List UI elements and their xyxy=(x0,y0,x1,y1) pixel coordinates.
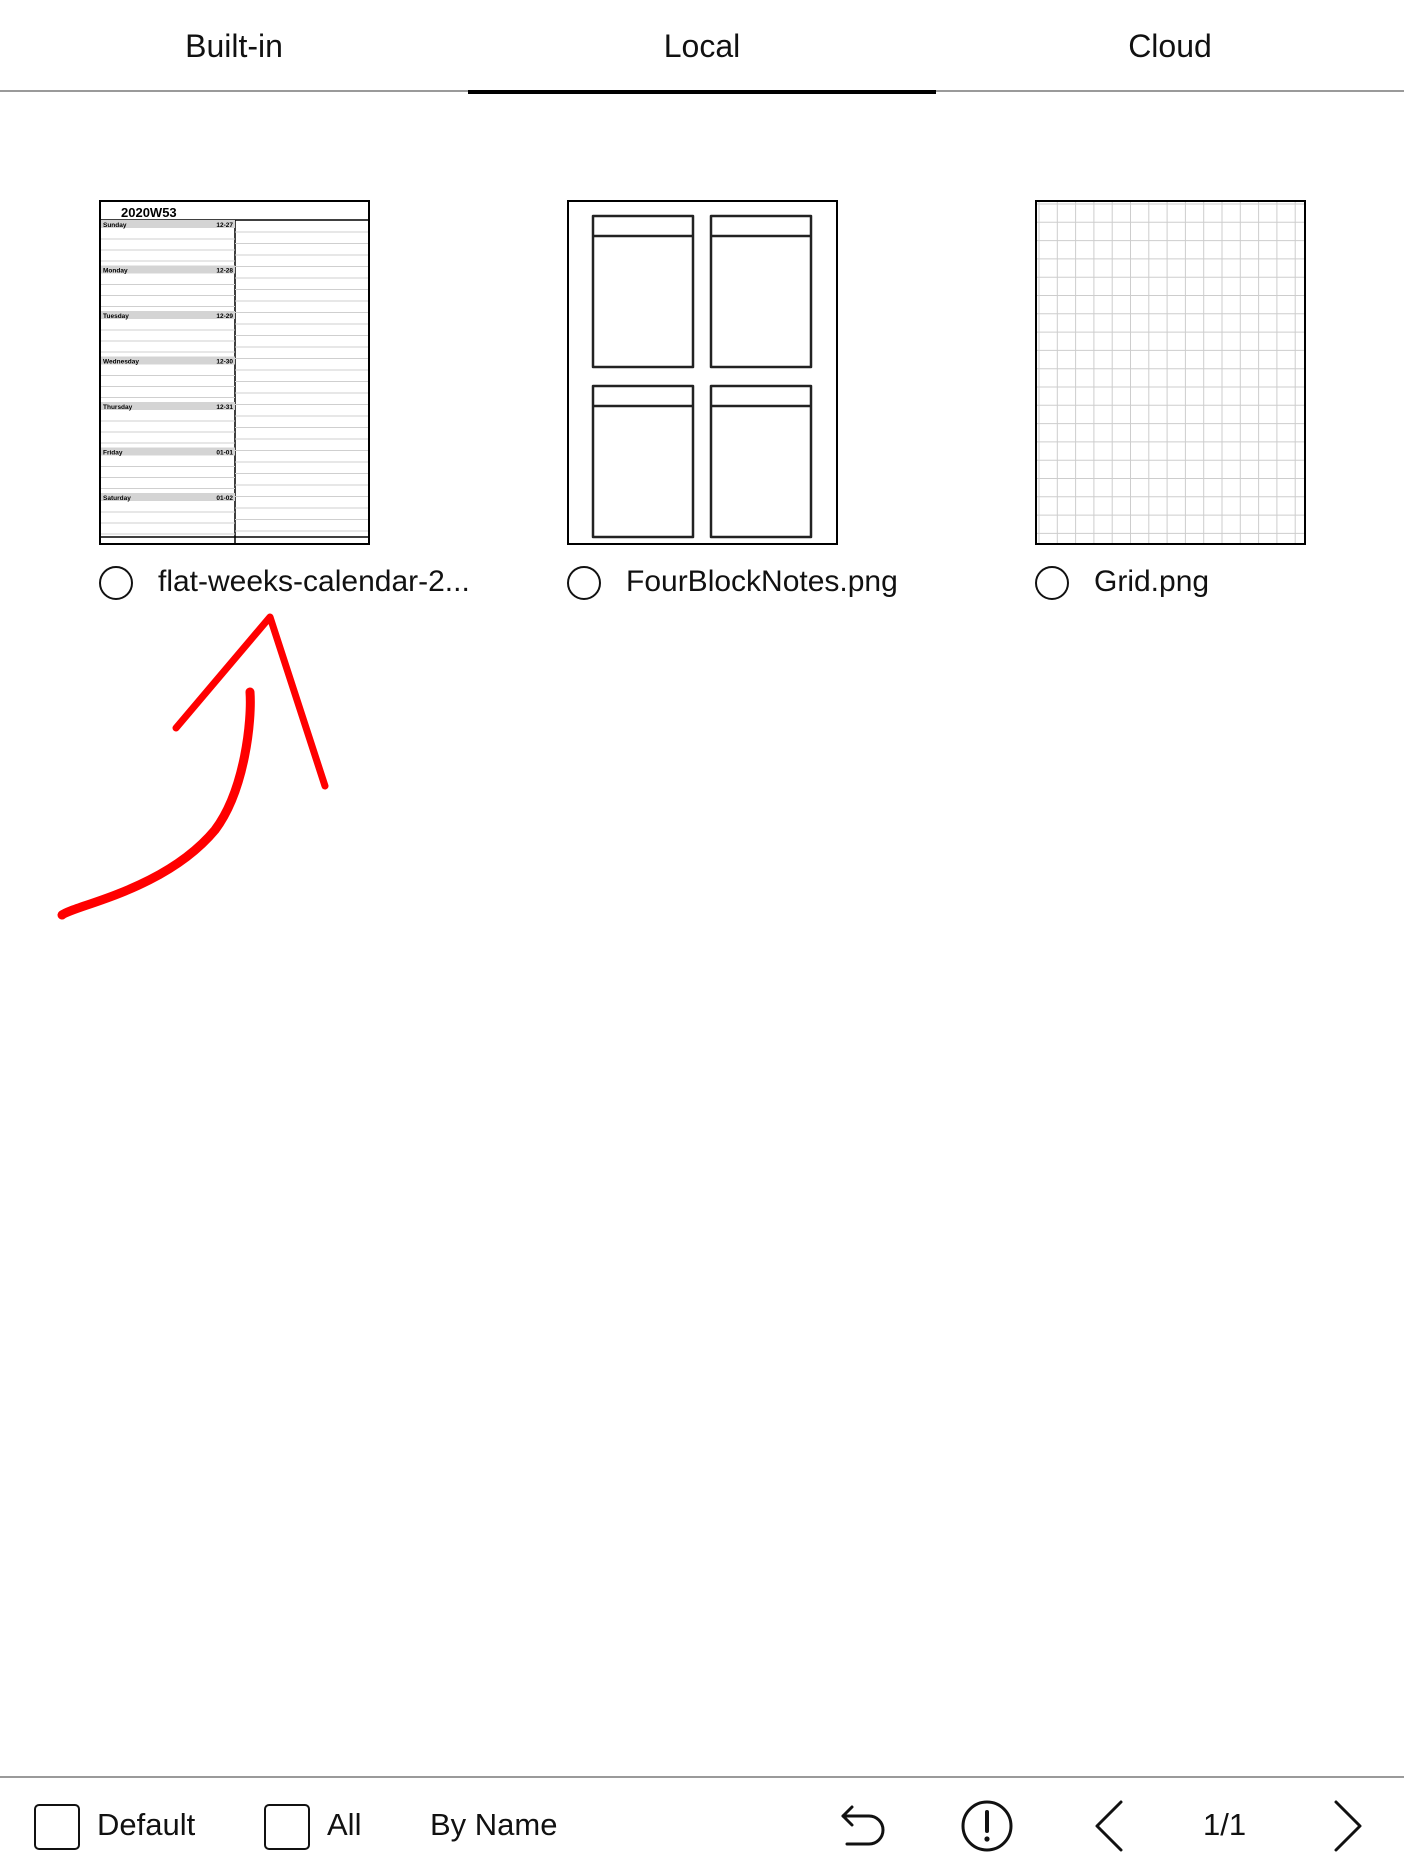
template-filename[interactable]: flat-weeks-calendar-2... xyxy=(158,565,470,598)
calendar-day-name: Tuesday xyxy=(103,313,129,320)
calendar-day-date: 12-27 xyxy=(216,222,233,229)
calendar-day-name: Thursday xyxy=(103,404,133,411)
template-filename[interactable]: Grid.png xyxy=(1094,565,1210,598)
tab-cloud[interactable]: Cloud xyxy=(1128,28,1212,64)
calendar-day-name: Sunday xyxy=(103,222,127,229)
tab-built-in[interactable]: Built-in xyxy=(185,28,283,64)
select-radio[interactable] xyxy=(1035,566,1069,600)
info-icon[interactable] xyxy=(959,1798,1015,1854)
all-label[interactable]: All xyxy=(327,1807,362,1842)
calendar-day-name: Wednesday xyxy=(103,358,140,366)
calendar-day-date: 12-30 xyxy=(216,358,233,366)
chevron-right-icon[interactable] xyxy=(1318,1798,1374,1854)
calendar-day-name: Saturday xyxy=(103,495,131,502)
calendar-preview-image xyxy=(101,202,370,545)
calendar-day-date: 12-28 xyxy=(216,267,233,275)
calendar-week-title: 2020W53 xyxy=(121,205,177,220)
chevron-left-icon[interactable] xyxy=(1083,1798,1139,1854)
all-checkbox[interactable] xyxy=(264,1804,310,1850)
sort-by-name-button[interactable]: By Name xyxy=(430,1807,558,1842)
four-block-preview-image xyxy=(569,202,838,545)
template-thumbnail[interactable] xyxy=(567,200,838,545)
calendar-day-date: 01-01 xyxy=(216,449,233,457)
calendar-day-name: Friday xyxy=(103,449,123,457)
template-filename[interactable]: FourBlockNotes.png xyxy=(626,565,898,598)
undo-icon[interactable] xyxy=(835,1798,891,1854)
tab-local[interactable]: Local xyxy=(468,0,936,92)
tab-bar xyxy=(0,0,1404,92)
page-indicator: 1/1 xyxy=(1203,1807,1247,1842)
calendar-day-date: 01-02 xyxy=(216,495,233,502)
template-thumbnail[interactable] xyxy=(99,200,370,545)
default-label[interactable]: Default xyxy=(97,1807,196,1842)
calendar-day-name: Monday xyxy=(103,267,128,275)
select-radio[interactable] xyxy=(567,566,601,600)
calendar-day-date: 12-31 xyxy=(216,404,233,411)
grid-preview-image xyxy=(1037,202,1306,545)
calendar-day-date: 12-29 xyxy=(216,313,233,320)
default-checkbox[interactable] xyxy=(34,1804,80,1850)
template-thumbnail[interactable] xyxy=(1035,200,1306,545)
bottom-toolbar xyxy=(0,1776,1404,1872)
select-radio[interactable] xyxy=(99,566,133,600)
